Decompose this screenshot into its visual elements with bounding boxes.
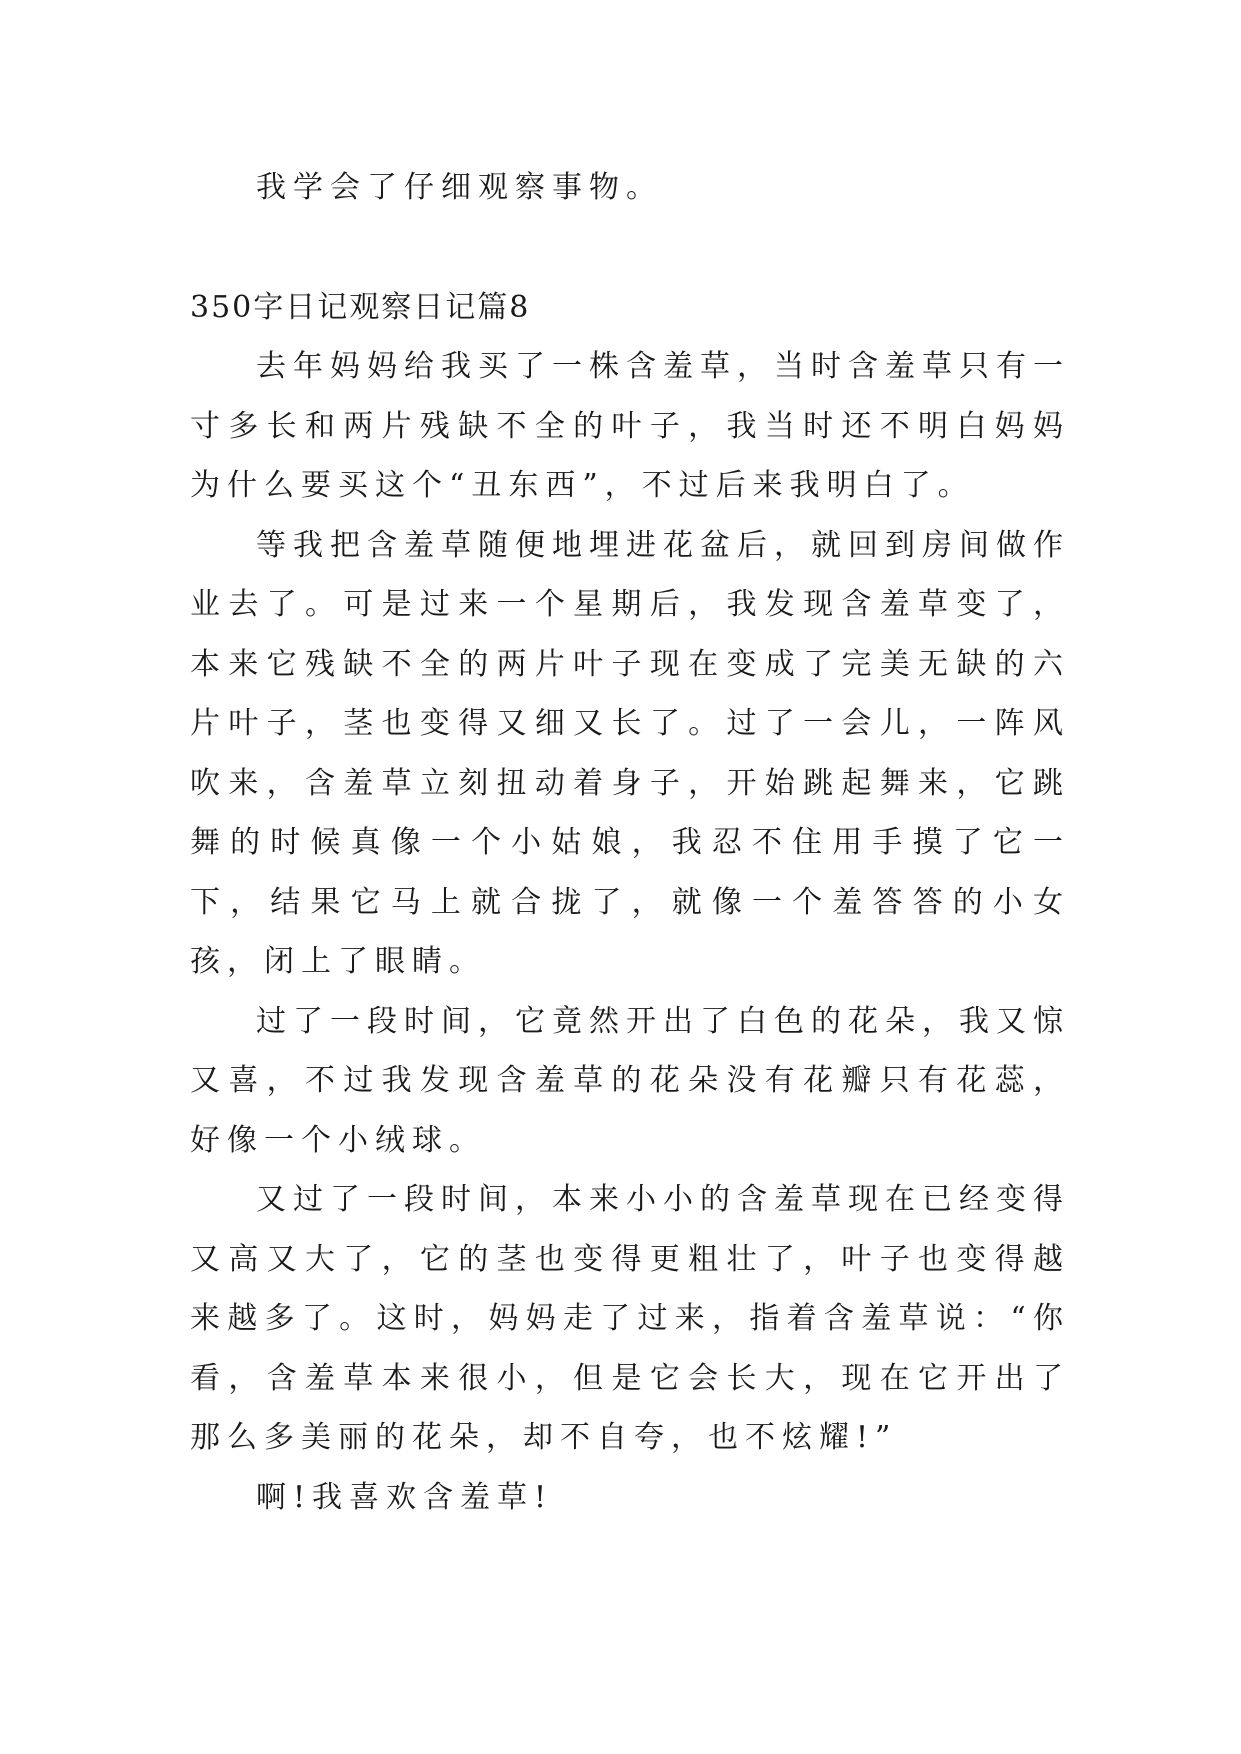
lead-paragraph: 我学会了仔细观察事物。 bbox=[256, 170, 663, 205]
section-heading: 350字日记观察日记篇8 bbox=[190, 289, 531, 325]
body-paragraph-5: 啊!我喜欢含羞草! bbox=[256, 1479, 554, 1515]
body-paragraph-2: 等我把含羞草随便地埋进花盆后，就回到房间做作业去了。可是过来一个星期后，我发现含羞草变了，本来它残缺不全的两片叶子现在变成了完美无缺的六片叶子，茎也变得又细又长了。过了一会儿，一阵风吹来，含羞草立刻扭动着身子，开始跳起舞来，它跳舞的时候真像一个小姑娘，我忍不住用手摸了它一下，结果它马上就合拢了，就像一个羞答答的小女孩，闭上了眼睛。 bbox=[190, 527, 1070, 979]
body-paragraph-4: 又过了一段时间，本来小小的含羞草现在已经变得又高又大了，它的茎也变得更粗壮了，叶子也变得越来越多了。这时，妈妈走了过来，指着含羞草说：“你看，含羞草本来很小，但是它会长大，现在它开出了那么多美丽的花朵，却不自夸，也不炫耀!” bbox=[190, 1182, 1070, 1455]
body-paragraph-1: 去年妈妈给我买了一株含羞草，当时含羞草只有一寸多长和两片残缺不全的叶子，我当时还不明白妈妈为什么要买这个“丑东西”，不过后来我明白了。 bbox=[190, 349, 1070, 503]
body-paragraph-3: 过了一段时间，它竟然开出了白色的花朵，我又惊又喜，不过我发现含羞草的花朵没有花瓣只有花蕊，好像一个小绒球。 bbox=[190, 1003, 1070, 1158]
document-body bbox=[190, 158, 1070, 1527]
